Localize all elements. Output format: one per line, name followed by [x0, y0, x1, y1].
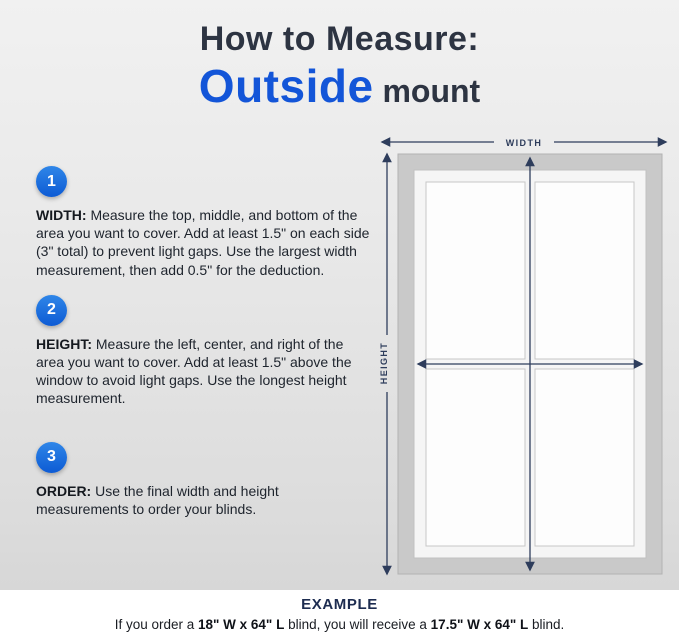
step-3-body: Use the final width and height measurements to order your blinds. — [36, 482, 279, 517]
step-3-label: ORDER: — [36, 482, 92, 499]
example-ordered-size: 18" W x 64" L — [198, 617, 285, 632]
example-footer — [0, 590, 679, 644]
height-arrow-label: HEIGHT — [379, 341, 389, 385]
window-pane-top-right — [535, 182, 634, 359]
step-2-label: HEIGHT: — [36, 335, 92, 352]
example-received-size: 17.5" W x 64" L — [430, 617, 529, 632]
window-pane-top-left — [426, 182, 525, 359]
step-2-text — [36, 335, 374, 408]
title-line1: How to Measure: — [199, 20, 480, 58]
steps-list — [36, 166, 374, 534]
window-diagram-svg — [378, 130, 670, 582]
step-2 — [36, 295, 374, 408]
title-rest: mount — [373, 72, 481, 109]
width-arrow-label: WIDTH — [505, 138, 543, 148]
title-highlight: Outside — [198, 59, 374, 112]
step-2-body: Measure the left, center, and right of the area you want to cover. Add at least 1.5" above the window to avoid light gaps. Use the longest height measurement. — [36, 335, 352, 407]
step-1-body: Measure the top, middle, and bottom of the area you want to cover. Add at least 1.5" on each side (3" total) to prevent light gaps. Use the largest width measurement, then add 0.5" for the deduction. — [36, 207, 370, 278]
example-heading: EXAMPLE — [301, 596, 378, 613]
window-measure-diagram — [378, 130, 670, 582]
step-1-label: WIDTH: — [36, 207, 87, 223]
example-sentence — [0, 617, 679, 632]
step-3 — [36, 442, 374, 518]
title-line2 — [0, 59, 679, 112]
step-1 — [36, 166, 374, 279]
example-suffix: blind. — [528, 617, 565, 632]
page-title — [0, 0, 679, 110]
step-1-number-badge: 1 — [36, 166, 67, 197]
step-3-text — [36, 482, 374, 518]
example-middle: blind, you will receive a — [284, 617, 431, 632]
step-1-text — [36, 206, 374, 279]
window-pane-bottom-right — [535, 369, 634, 546]
window-pane-bottom-left — [426, 369, 525, 546]
example-prefix: If you order a — [114, 617, 198, 632]
step-2-number-badge: 2 — [36, 295, 67, 326]
step-3-number-badge: 3 — [36, 442, 67, 473]
